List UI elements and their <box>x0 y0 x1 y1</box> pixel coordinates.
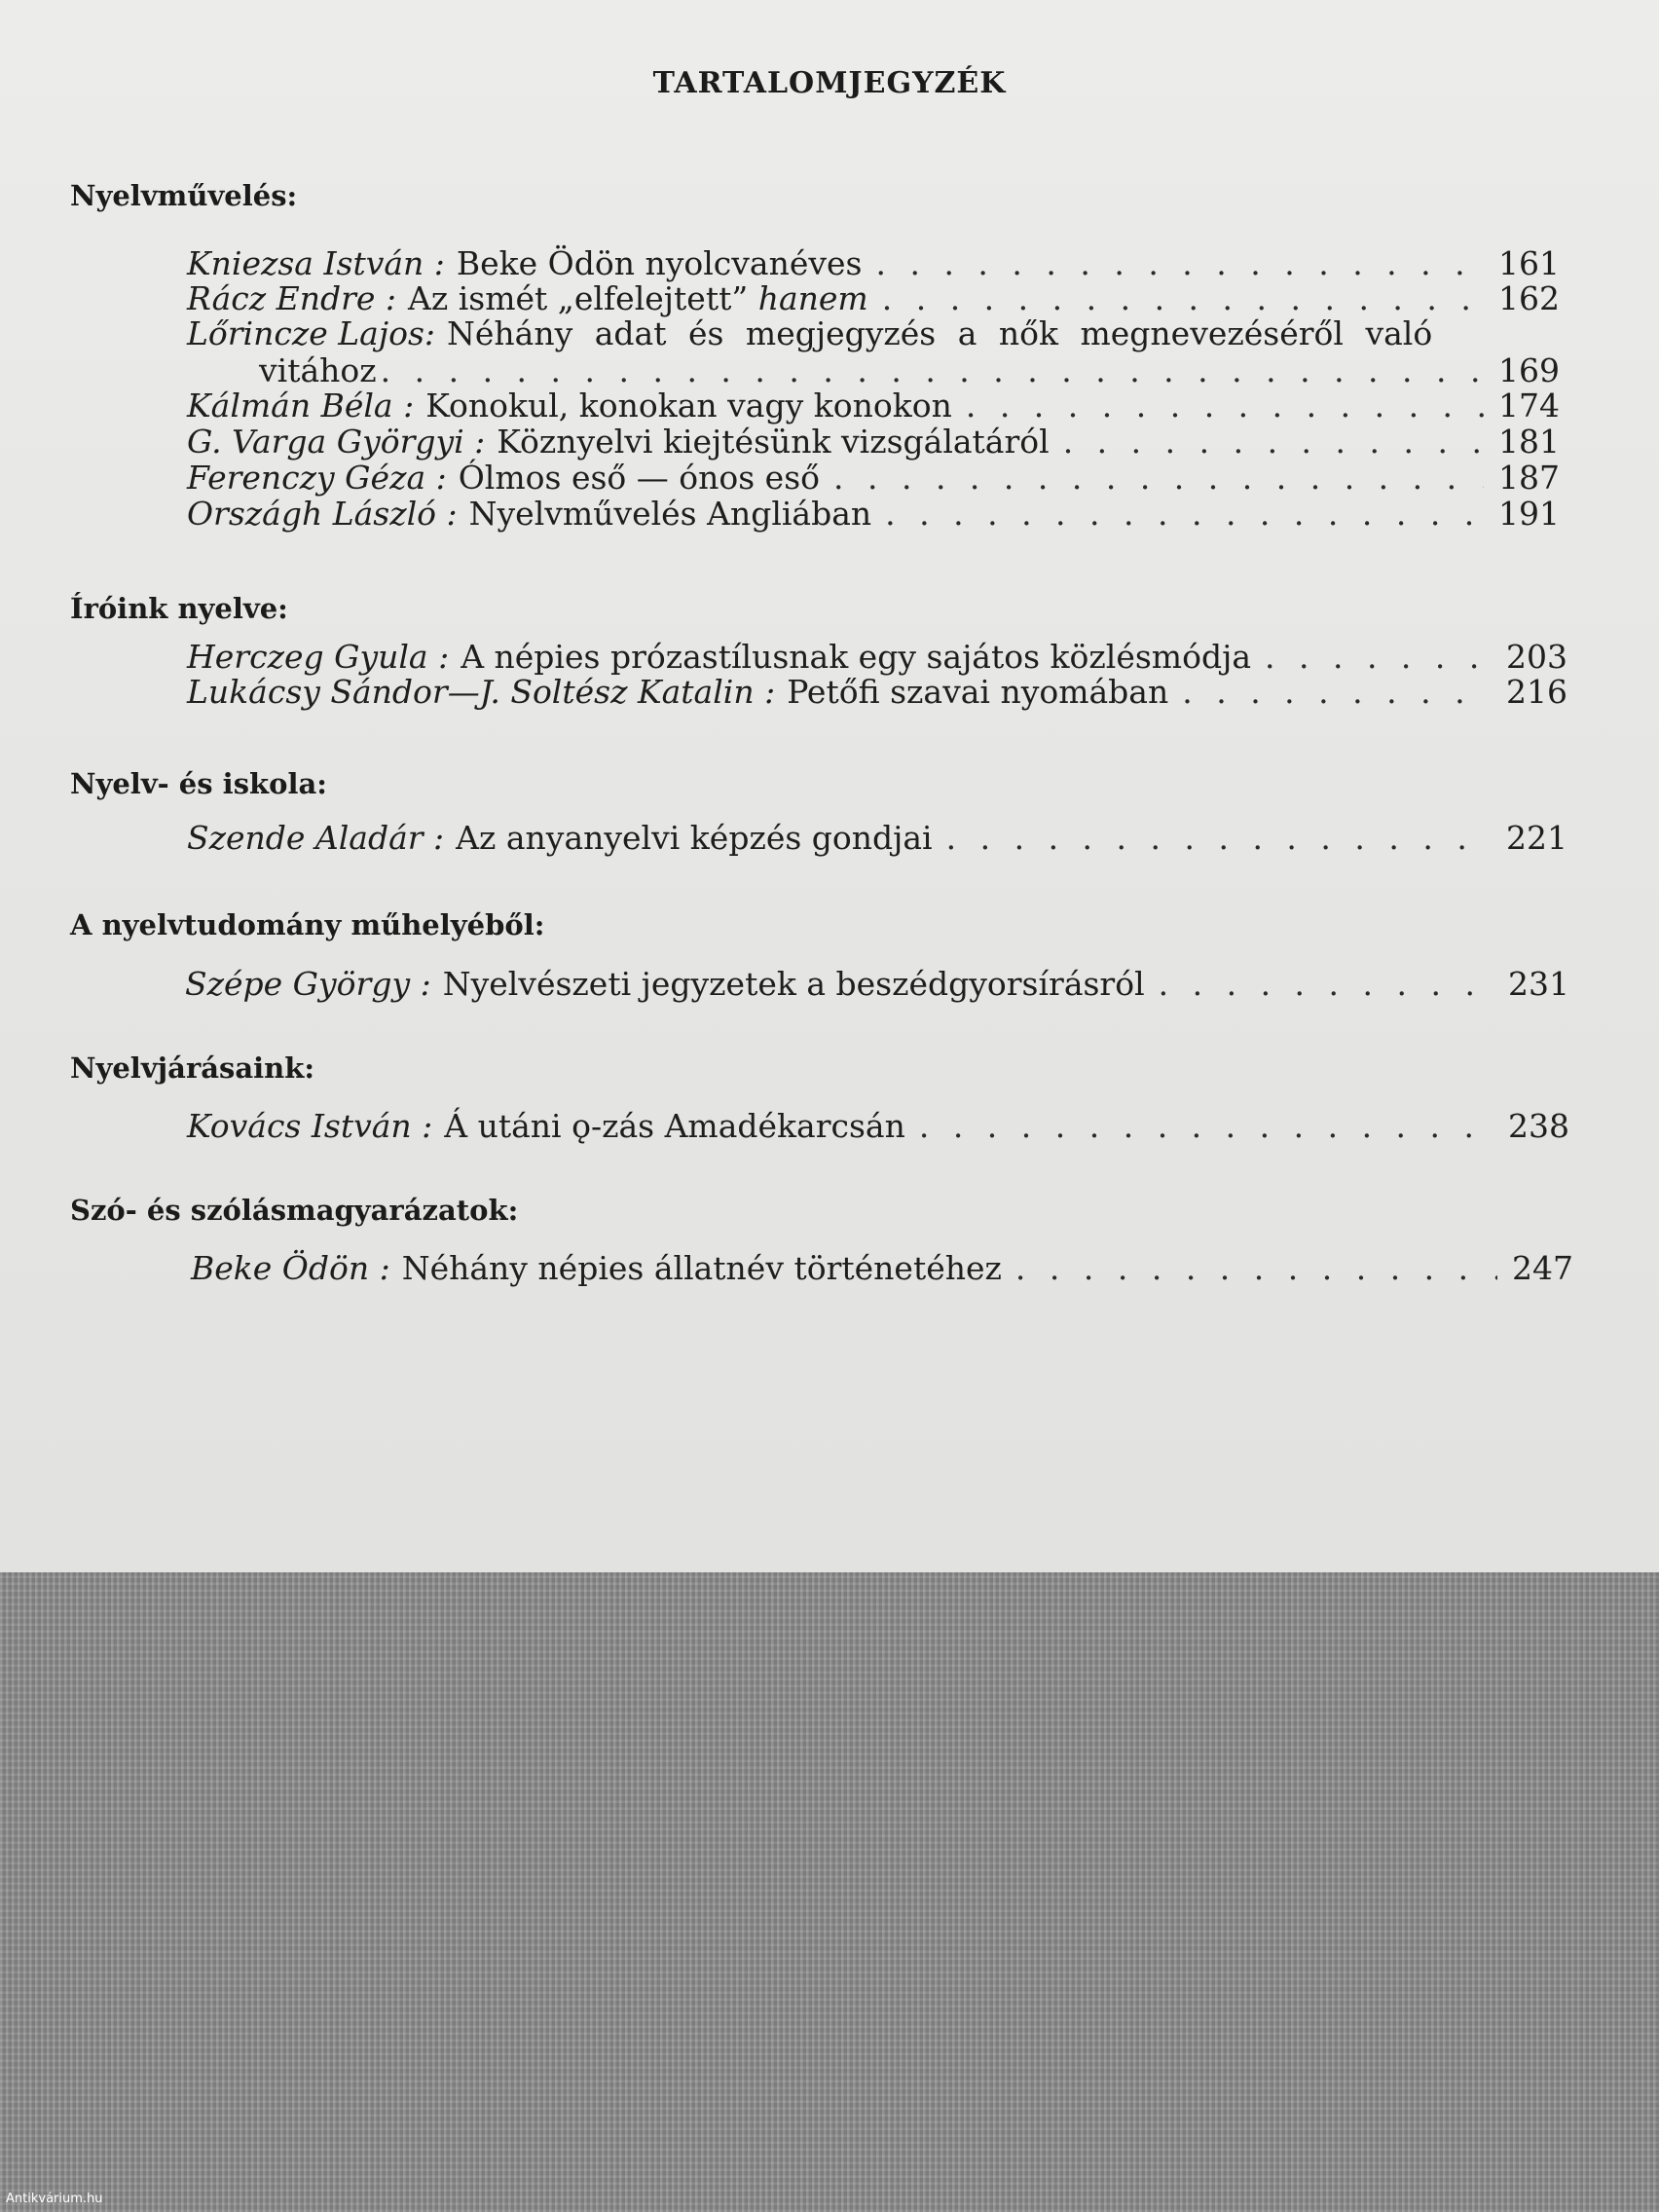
section-heading-nyelv-es-iskola: Nyelv- és iskola: <box>70 767 327 800</box>
toc-entry <box>187 819 1567 857</box>
entry-title: Néhány adat és megjegyzés a nők megnevezéséről való <box>447 314 1433 352</box>
entry-page-number: 221 <box>1506 819 1567 857</box>
entry-page-number: 169 <box>1498 351 1560 389</box>
entry-author: Szende Aladár : <box>187 819 445 857</box>
toc-entry <box>187 638 1567 676</box>
entry-title: Az anyanyelvi képzés gondjai <box>456 819 933 857</box>
entry-page-number: 231 <box>1508 965 1569 1003</box>
entry-title: Konokul, konokan vagy konokon <box>425 387 952 424</box>
dot-leader <box>946 822 1492 854</box>
toc-entry <box>187 423 1560 461</box>
entry-title: Beke Ödön nyolcvanéves <box>456 244 863 282</box>
entry-page-number: 162 <box>1498 279 1560 317</box>
entry-author: Beke Ödön : <box>191 1249 390 1287</box>
section-heading-iroink-nyelve: Íróink nyelve: <box>70 592 288 625</box>
entry-page-number: 187 <box>1498 459 1560 497</box>
section-heading-nyelvmuveles: Nyelvművelés: <box>70 179 298 212</box>
document-title: TARTALOMJEGYZÉK <box>652 66 1007 100</box>
background-surface <box>0 1572 1659 2212</box>
dot-leader <box>1015 1252 1497 1284</box>
toc-entry <box>191 1249 1573 1287</box>
dot-leader <box>1063 425 1484 458</box>
entry-page-number: 216 <box>1506 673 1567 711</box>
entry-title: Petőfi szavai nyomában <box>787 673 1169 711</box>
dot-leader <box>919 1110 1493 1142</box>
entry-page-number: 181 <box>1498 423 1560 461</box>
entry-title: Á utáni ǫ-zás Amadékarcsán <box>444 1107 905 1145</box>
toc-entry <box>185 965 1569 1003</box>
entry-title-continuation: vitához <box>259 351 377 389</box>
entry-page-number: 161 <box>1498 244 1560 282</box>
entry-title: Nyelvészeti jegyzetek a beszédgyorsírásról <box>442 965 1145 1003</box>
dot-leader <box>966 389 1484 422</box>
entry-title <box>408 279 868 317</box>
watermark-text: Antikvárium.hu <box>6 2192 103 2206</box>
entry-page-number: 247 <box>1512 1249 1573 1287</box>
entry-title: Köznyelvi kiejtésünk vizsgálatáról <box>497 423 1050 461</box>
toc-entry <box>187 389 1560 422</box>
entry-author: Kniezsa István : <box>187 244 445 282</box>
toc-entry <box>187 459 1560 497</box>
toc-entry <box>187 314 1482 352</box>
dot-leader <box>381 354 1484 387</box>
entry-author: G. Varga Györgyi : <box>187 423 486 461</box>
toc-entry <box>187 673 1567 711</box>
section-heading-nyelvtudomany-muhelyebol: A nyelvtudomány műhelyéből: <box>70 908 545 941</box>
dot-leader <box>885 498 1484 530</box>
entry-page-number: 203 <box>1506 638 1567 676</box>
entry-title-prefix: Az ismét „elfelejtett” <box>408 279 749 317</box>
toc-entry <box>187 495 1560 533</box>
dot-leader <box>1159 968 1493 1000</box>
entry-title: Nyelvművelés Angliában <box>468 495 872 533</box>
dot-leader <box>882 282 1484 314</box>
toc-entry <box>187 279 1560 317</box>
entry-author: Lukácsy Sándor—J. Soltész Katalin : <box>187 673 776 711</box>
toc-entry <box>187 244 1560 282</box>
entry-author: Kálmán Béla : <box>187 387 415 424</box>
entry-page-number: 174 <box>1498 387 1560 424</box>
entry-title: A népies prózastílusnak egy sajátos közlésmódja <box>461 638 1251 676</box>
dot-leader <box>1265 641 1492 673</box>
dot-leader <box>833 461 1484 494</box>
entry-author: Rácz Endre : <box>187 279 397 317</box>
entry-author: Kovács István : <box>187 1107 433 1145</box>
section-heading-nyelvjarasaink: Nyelvjárásaink: <box>70 1051 315 1085</box>
toc-entry <box>187 1107 1569 1145</box>
dot-leader <box>875 247 1484 279</box>
section-heading-szo-es-szolasmagyarazatok: Szó- és szólásmagyarázatok: <box>70 1194 519 1227</box>
entry-author: Herczeg Gyula : <box>187 638 450 676</box>
entry-title: Ólmos eső — ónos eső <box>458 459 820 497</box>
toc-entry-continuation <box>259 351 1560 389</box>
entry-author: Országh László : <box>187 495 458 533</box>
entry-title-italic: hanem <box>757 279 868 317</box>
entry-page-number: 191 <box>1498 495 1560 533</box>
entry-author: Szépe György : <box>185 965 431 1003</box>
entry-author: Lőrincze Lajos: <box>187 314 435 352</box>
entry-page-number: 238 <box>1508 1107 1569 1145</box>
dot-leader <box>1182 676 1492 708</box>
entry-author: Ferenczy Géza : <box>187 459 447 497</box>
entry-title: Néhány népies állatnév történetéhez <box>401 1249 1002 1287</box>
